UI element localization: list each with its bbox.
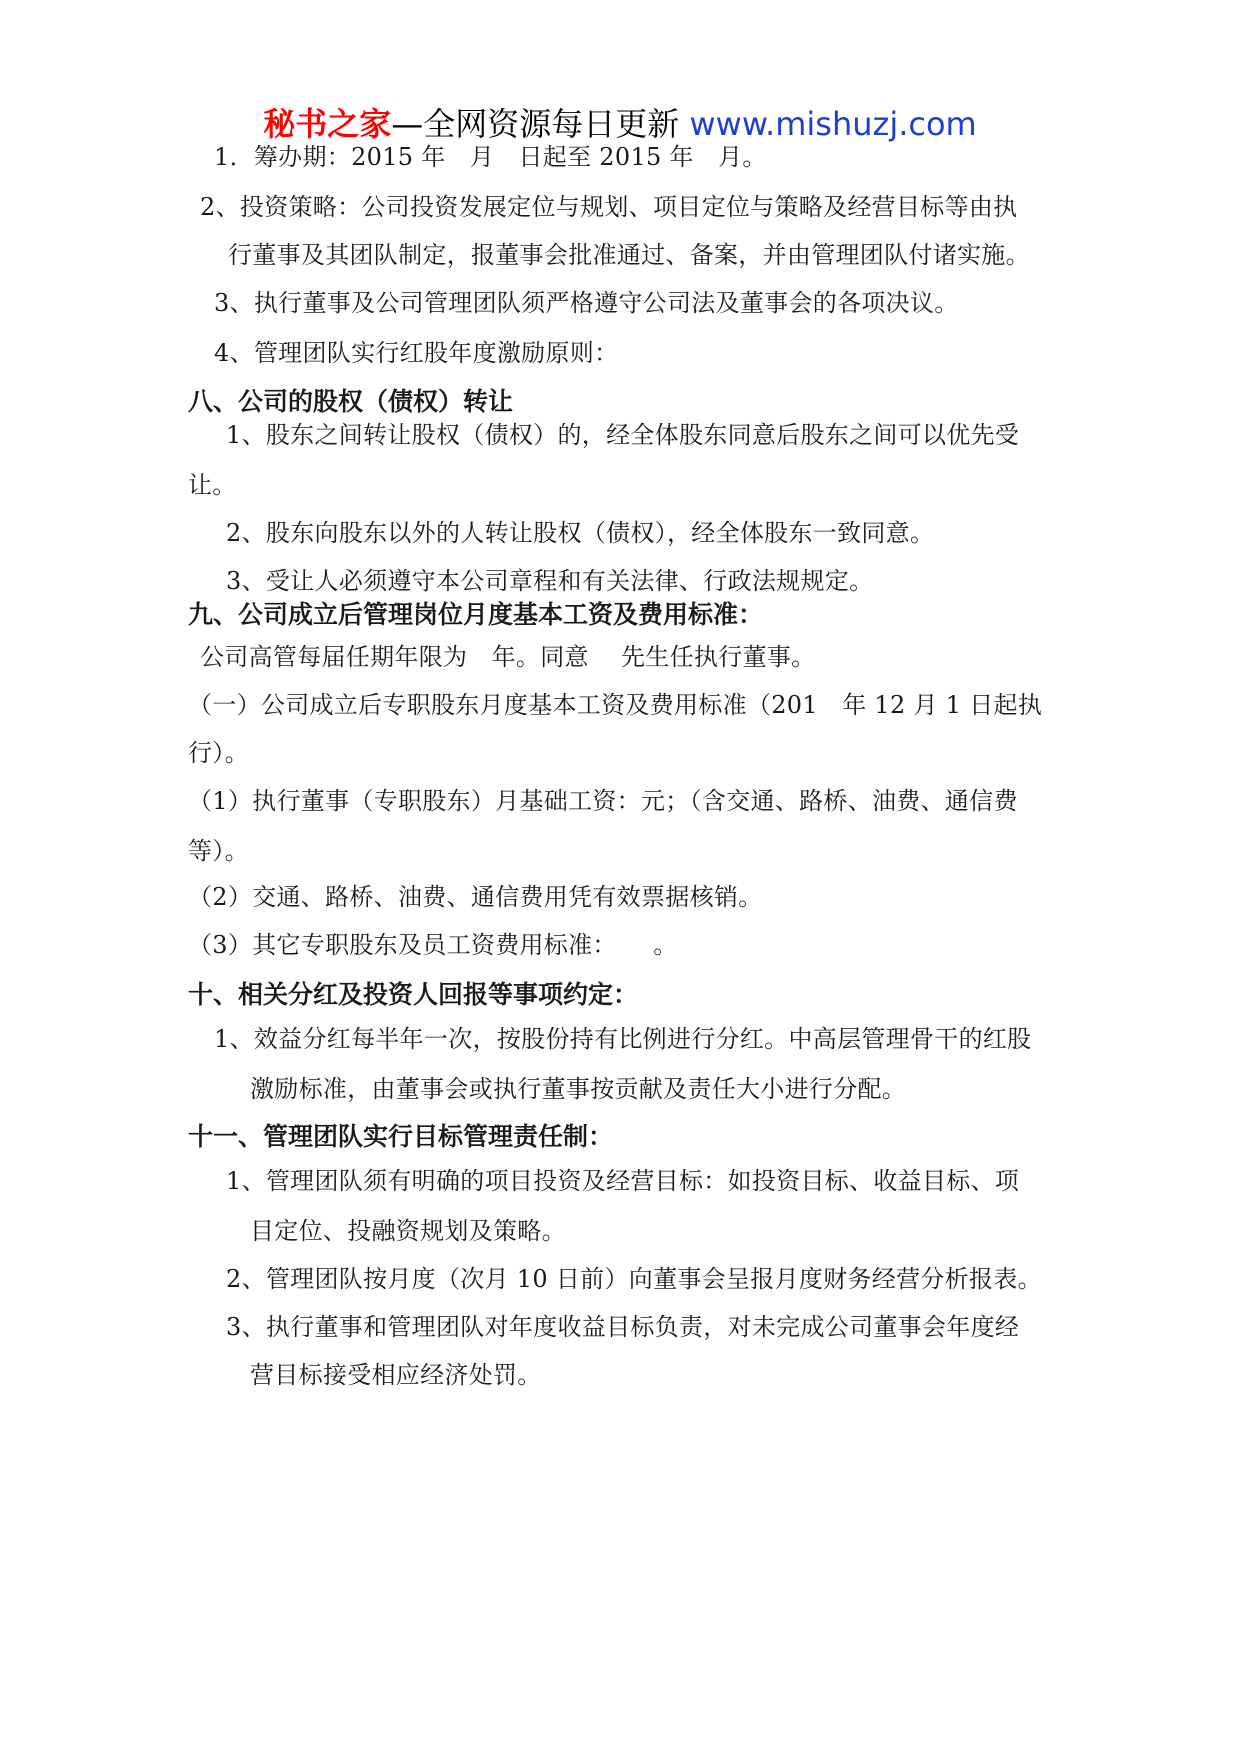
paragraph-10-1-cont: 激励标准，由董事会或执行董事按贡献及责任大小进行分配。 bbox=[250, 1075, 907, 1103]
paragraph-investment-strategy: 2、投资策略：公司投资发展定位与规划、项目定位与策略及经营目标等由执 bbox=[200, 193, 1018, 221]
paragraph-11-3-cont: 营目标接受相应经济处罚。 bbox=[250, 1361, 542, 1389]
paragraph-investment-strategy-cont: 行董事及其团队制定，报董事会批准通过、备案，并由管理团队付诸实施。 bbox=[228, 241, 1030, 269]
paragraph-11-1-cont: 目定位、投融资规划及策略。 bbox=[250, 1217, 566, 1245]
paragraph-preparation-period: 1．筹办期：2015 年 月 日起至 2015 年 月。 bbox=[214, 143, 767, 171]
paragraph-11-3: 3、执行董事和管理团队对年度收益目标负责，对未完成公司董事会年度经 bbox=[226, 1313, 1020, 1341]
website-link[interactable]: www.mishuzj.com bbox=[689, 105, 977, 143]
paragraph-9-1-1-cont: 等）。 bbox=[188, 837, 249, 865]
section-heading-8: 八、公司的股权（债权）转让 bbox=[188, 387, 514, 416]
paragraph-9-1: （一）公司成立后专职股东月度基本工资及费用标准（201 年 12 月 1 日起执 bbox=[188, 691, 1043, 719]
paragraph-11-2: 2、管理团队按月度（次月 10 日前）向董事会呈报月度财务经营分析报表。 bbox=[226, 1265, 1042, 1293]
paragraph-compliance: 3、执行董事及公司管理团队须严格遵守公司法及董事会的各项决议。 bbox=[214, 289, 959, 317]
paragraph-8-1: 1、股东之间转让股权（债权）的，经全体股东同意后股东之间可以优先受 bbox=[226, 421, 1020, 449]
paragraph-8-1-cont: 让。 bbox=[188, 471, 237, 499]
banner-slogan: —全网资源每日更新 bbox=[391, 105, 690, 143]
section-heading-11: 十一、管理团队实行目标管理责任制： bbox=[188, 1122, 614, 1151]
paragraph-10-1: 1、效益分红每半年一次，按股份持有比例进行分红。中高层管理骨干的红股 bbox=[214, 1025, 1032, 1053]
paragraph-bonus-principle: 4、管理团队实行红股年度激励原则： bbox=[214, 339, 619, 367]
section-heading-10: 十、相关分红及投资人回报等事项约定： bbox=[188, 980, 639, 1009]
paragraph-9-term: 公司高管每届任期年限为 年。同意 先生任执行董事。 bbox=[200, 643, 816, 671]
paragraph-9-1-1: （1）执行董事（专职股东）月基础工资：元；（含交通、路桥、油费、通信费 bbox=[188, 787, 1018, 815]
paragraph-9-1-3: （3）其它专职股东及员工资费用标准： 。 bbox=[188, 931, 678, 959]
paragraph-11-1: 1、管理团队须有明确的项目投资及经营目标：如投资目标、收益目标、项 bbox=[226, 1167, 1020, 1195]
paragraph-8-2: 2、股东向股东以外的人转让股权（债权），经全体股东一致同意。 bbox=[226, 519, 935, 547]
paragraph-9-1-cont: 行）。 bbox=[188, 739, 249, 767]
paragraph-9-1-2: （2）交通、路桥、油费、通信费用凭有效票据核销。 bbox=[188, 883, 763, 911]
header-banner bbox=[0, 104, 1240, 144]
paragraph-8-3: 3、受让人必须遵守本公司章程和有关法律、行政法规规定。 bbox=[226, 567, 874, 595]
brand-name: 秘书之家 bbox=[263, 105, 392, 143]
section-heading-9: 九、公司成立后管理岗位月度基本工资及费用标准： bbox=[188, 600, 764, 629]
